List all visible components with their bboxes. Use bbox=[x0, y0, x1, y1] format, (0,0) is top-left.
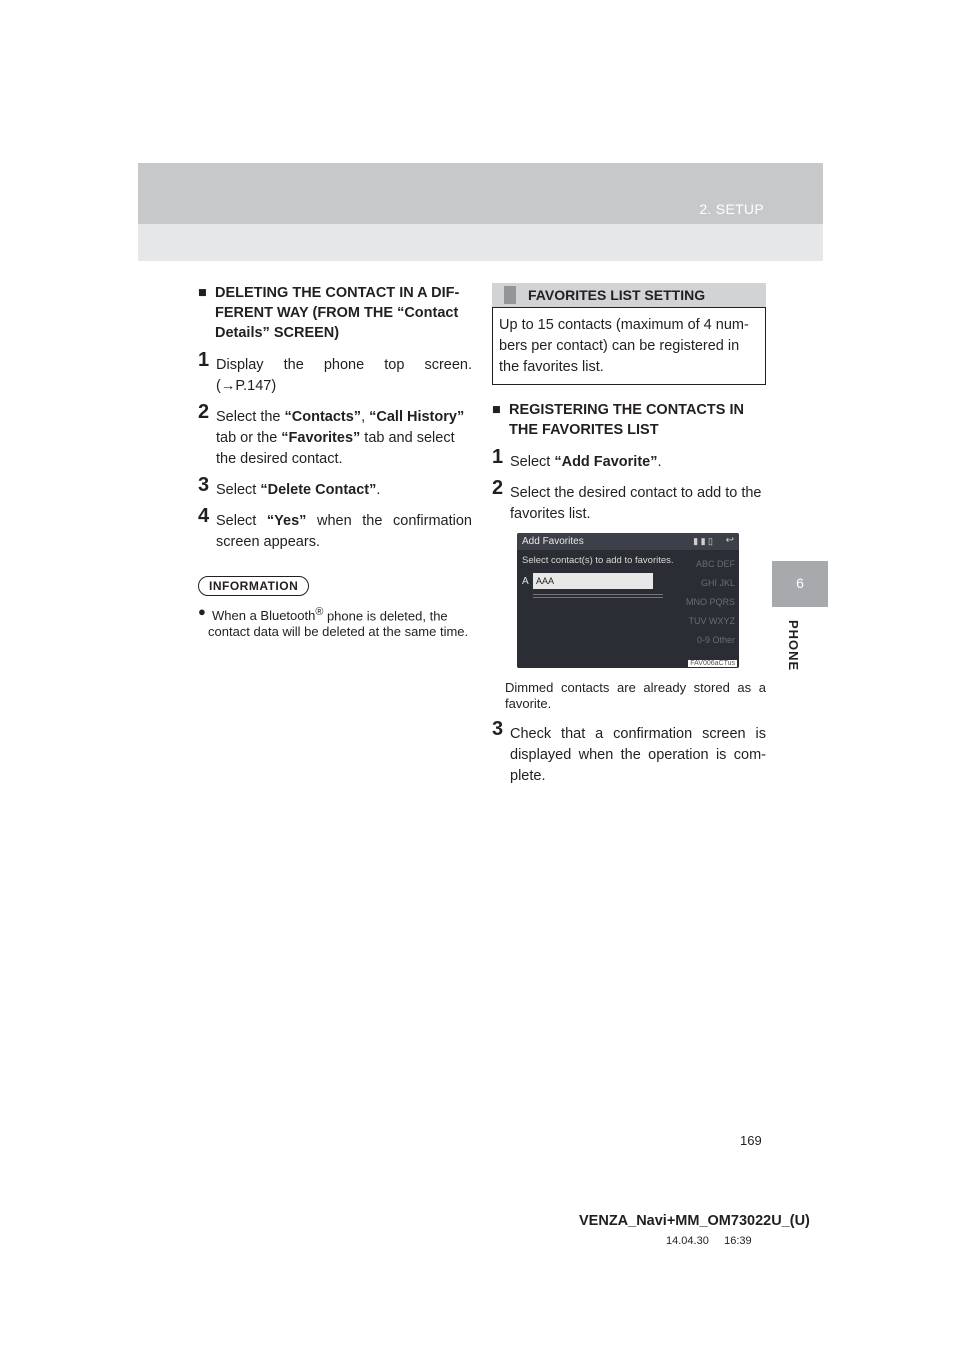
step-keyword: “Call History” bbox=[369, 409, 465, 425]
step-text: Select bbox=[216, 482, 261, 498]
info-text-part: When a Bluetooth bbox=[212, 608, 316, 624]
step-text: Display the phone top screen. (→P.147) bbox=[216, 357, 472, 394]
bullet-dot-icon: ● bbox=[198, 604, 206, 619]
screen-key: MNO PQRS bbox=[685, 597, 735, 607]
section-heading-delete bbox=[198, 283, 472, 343]
step-1 bbox=[492, 446, 766, 473]
step-text: Select the bbox=[216, 409, 285, 425]
note-bullet bbox=[492, 680, 766, 712]
page-number: 169 bbox=[740, 1133, 762, 1148]
information-box bbox=[198, 576, 472, 640]
left-column bbox=[198, 283, 472, 640]
step-text: Select bbox=[510, 454, 555, 470]
screen-divider bbox=[533, 597, 663, 598]
screen-code: FAV006aCTus bbox=[690, 660, 735, 667]
favorites-box-body: Up to 15 contacts (maximum of 4 num-bers per contact) can be registered in the favorites list. bbox=[492, 307, 766, 385]
step-number: 2 bbox=[492, 477, 504, 499]
step-keyword: “Add Favorite” bbox=[554, 454, 658, 470]
screen-key: TUV WXYZ bbox=[688, 616, 735, 626]
status-icons: ▮ ▮ ▯ bbox=[693, 536, 713, 546]
screen-prompt: Select contact(s) to add to favorites. bbox=[522, 555, 674, 566]
heading-square-icon: ■ bbox=[198, 285, 207, 301]
step-keyword: “Delete Contact” bbox=[260, 482, 377, 498]
step-number: 1 bbox=[198, 349, 210, 371]
step-number: 4 bbox=[198, 505, 210, 527]
step-3 bbox=[198, 474, 472, 501]
step-keyword: “Favorites” bbox=[281, 430, 361, 446]
chapter-number: 6 bbox=[796, 575, 804, 591]
right-column bbox=[492, 283, 766, 787]
information-text bbox=[198, 604, 472, 640]
step-4 bbox=[198, 505, 472, 553]
section-label: 2. SETUP bbox=[699, 201, 764, 217]
step-text: Check that a confirmation screen is displayed when the operation is com-plete. bbox=[510, 726, 766, 784]
step-1 bbox=[198, 349, 472, 397]
note-text: Dimmed contacts are already stored as a favorite. bbox=[505, 680, 766, 711]
step-number: 1 bbox=[492, 446, 504, 468]
info-text-part: phone is deleted, the contact data will be deleted at the same time. bbox=[208, 608, 469, 640]
registered-mark: ® bbox=[315, 606, 324, 618]
screen-divider bbox=[533, 594, 663, 595]
favorites-box-title bbox=[492, 283, 766, 307]
step-number: 3 bbox=[198, 474, 210, 496]
screen-key: GHI JKL bbox=[700, 578, 735, 588]
step-number: 2 bbox=[198, 401, 210, 423]
screen-key: ABC DEF bbox=[695, 559, 735, 569]
step-text: when the confirmation screen appears. bbox=[216, 513, 472, 550]
step-text: . bbox=[376, 482, 381, 498]
document-date: 14.04.30 16:39 bbox=[666, 1235, 752, 1247]
information-label: INFORMATION bbox=[198, 576, 309, 596]
step-number: 3 bbox=[492, 718, 504, 740]
step-text: Select bbox=[216, 513, 267, 529]
screen-key-list bbox=[665, 555, 735, 650]
heading-text: REGISTERING THE CONTACTS IN THE FAVORITES LIST bbox=[509, 402, 744, 438]
step-text: Select the desired contact to add to the favorites list. bbox=[510, 485, 762, 522]
step-keyword: “Contacts” bbox=[284, 409, 362, 425]
heading-text: DELETING THE CONTACT IN A DIF-FERENT WAY (FROM THE “Contact Details” SCREEN) bbox=[215, 285, 460, 341]
screen-title: Add Favorites bbox=[522, 536, 584, 547]
step-3 bbox=[492, 718, 766, 787]
screen-entry: AAA bbox=[533, 573, 653, 589]
box-title-text: FAVORITES LIST SETTING bbox=[528, 287, 706, 303]
document-code: VENZA_Navi+MM_OM73022U_(U) bbox=[579, 1213, 810, 1229]
section-heading-register bbox=[492, 400, 766, 440]
screen-row-letter: A bbox=[522, 576, 529, 587]
step-text: tab and select the desired contact. bbox=[216, 430, 455, 467]
screen-key: 0-9 Other bbox=[696, 635, 735, 645]
step-keyword: “Yes” bbox=[266, 513, 307, 529]
step-text: tab or the bbox=[216, 430, 282, 446]
step-text: . bbox=[657, 454, 662, 470]
chapter-label: PHONE bbox=[786, 620, 801, 672]
step-2 bbox=[198, 401, 472, 470]
step-2 bbox=[492, 477, 766, 525]
header-subband bbox=[138, 224, 823, 261]
step-text: , bbox=[361, 409, 370, 425]
add-favorites-screenshot bbox=[517, 533, 739, 668]
back-arrow-icon: ↩ bbox=[725, 535, 734, 546]
box-title-tab bbox=[504, 286, 516, 304]
heading-square-icon: ■ bbox=[492, 402, 501, 418]
